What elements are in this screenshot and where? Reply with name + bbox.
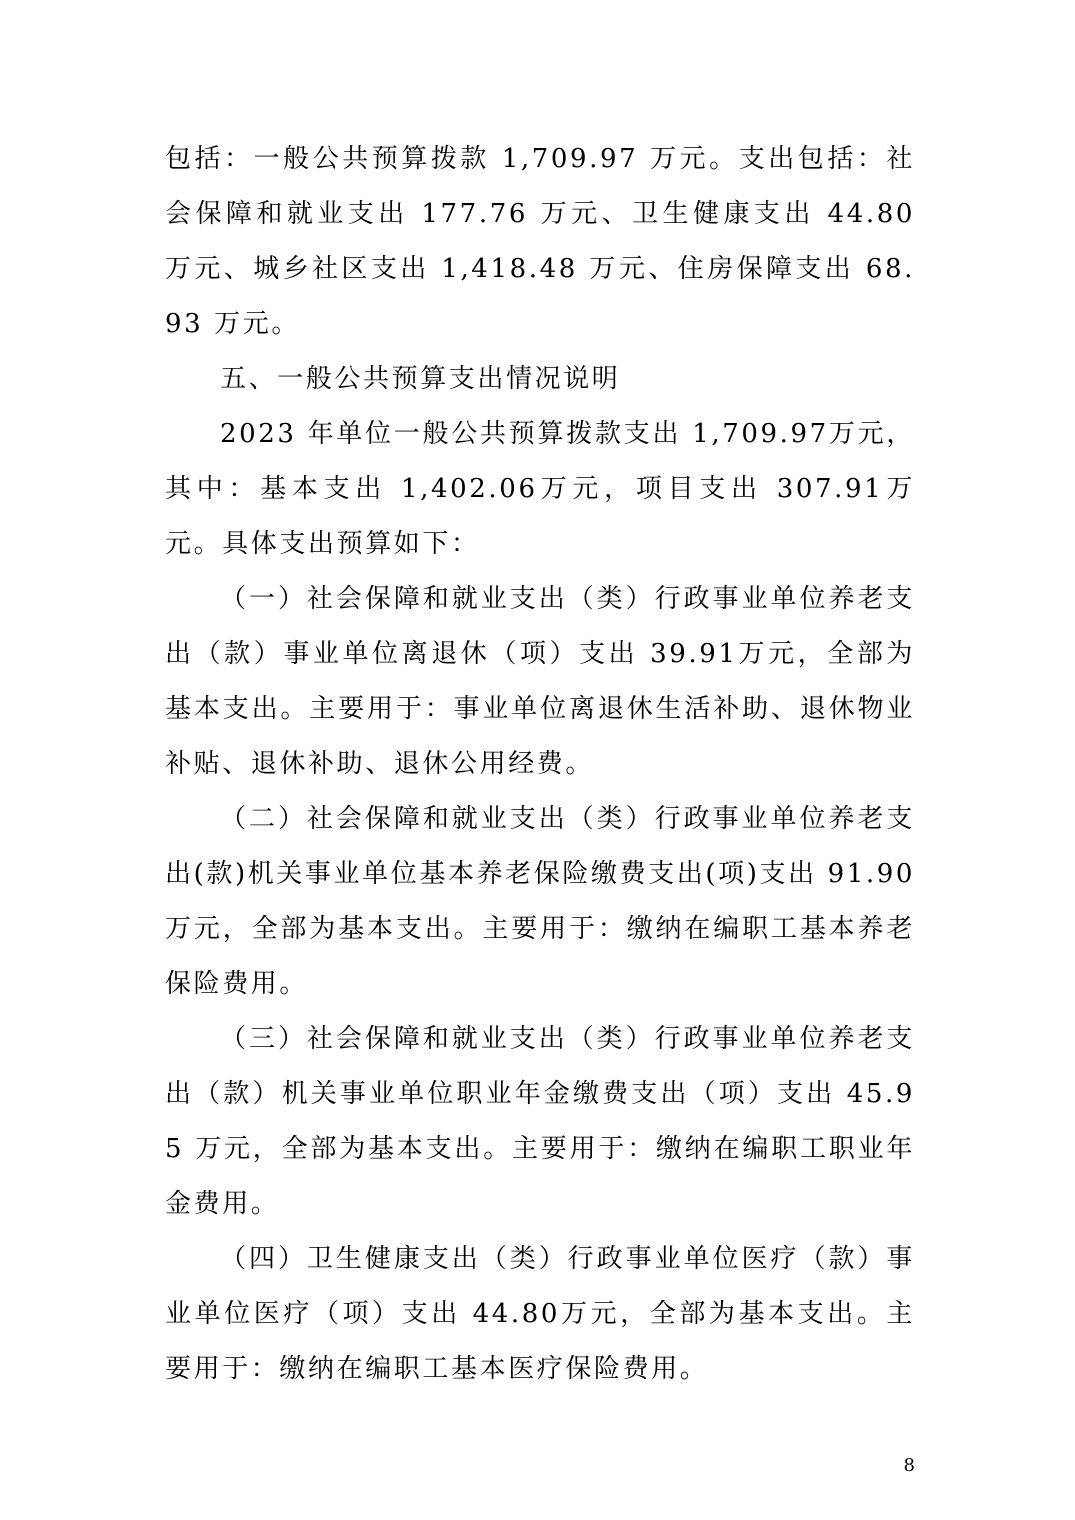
paragraph-item-4-medical: （四）卫生健康支出（类）行政事业单位医疗（款）事业单位医疗（项）支出 44.80万元，全部为基本支出。主要用于：缴纳在编职工基本医疗保险费用。 (165, 1244, 915, 1384)
paragraph-2023-expense-overview: 2023 年单位一般公共预算拨款支出 1,709.97万元，其中：基本支出 1,402.06万元，项目支出 307.91万元。具体支出预算如下： (165, 419, 915, 559)
section-heading-general-budget-expense: 五、一般公共预算支出情况说明 (220, 364, 621, 394)
page-number: 8 (903, 1455, 915, 1476)
paragraph-income-expense-summary: 包括：一般公共预算拨款 1,709.97 万元。支出包括：社会保障和就业支出 177.76 万元、卫生健康支出 44.80 万元、城乡社区支出 1,418.48 万元、住房保障支出 68.93 万元。 (165, 144, 915, 339)
paragraph-item-3-occupational-annuity: （三）社会保障和就业支出（类）行政事业单位养老支出（款）机关事业单位职业年金缴费支出（项）支出 45.95 万元，全部为基本支出。主要用于：缴纳在编职工职业年金费用。 (165, 1024, 915, 1219)
body-text (165, 132, 915, 1397)
paragraph-item-2-pension-insurance: （二）社会保障和就业支出（类）行政事业单位养老支出(款)机关事业单位基本养老保险缴费支出(项)支出 91.90 万元，全部为基本支出。主要用于：缴纳在编职工基本养老保险费用。 (165, 804, 915, 999)
paragraph-item-1-retirement: （一）社会保障和就业支出（类）行政事业单位养老支出（款）事业单位离退休（项）支出 39.91万元，全部为基本支出。主要用于：事业单位离退休生活补助、退休物业补贴、退休补助、退休公用经费。 (165, 584, 915, 779)
